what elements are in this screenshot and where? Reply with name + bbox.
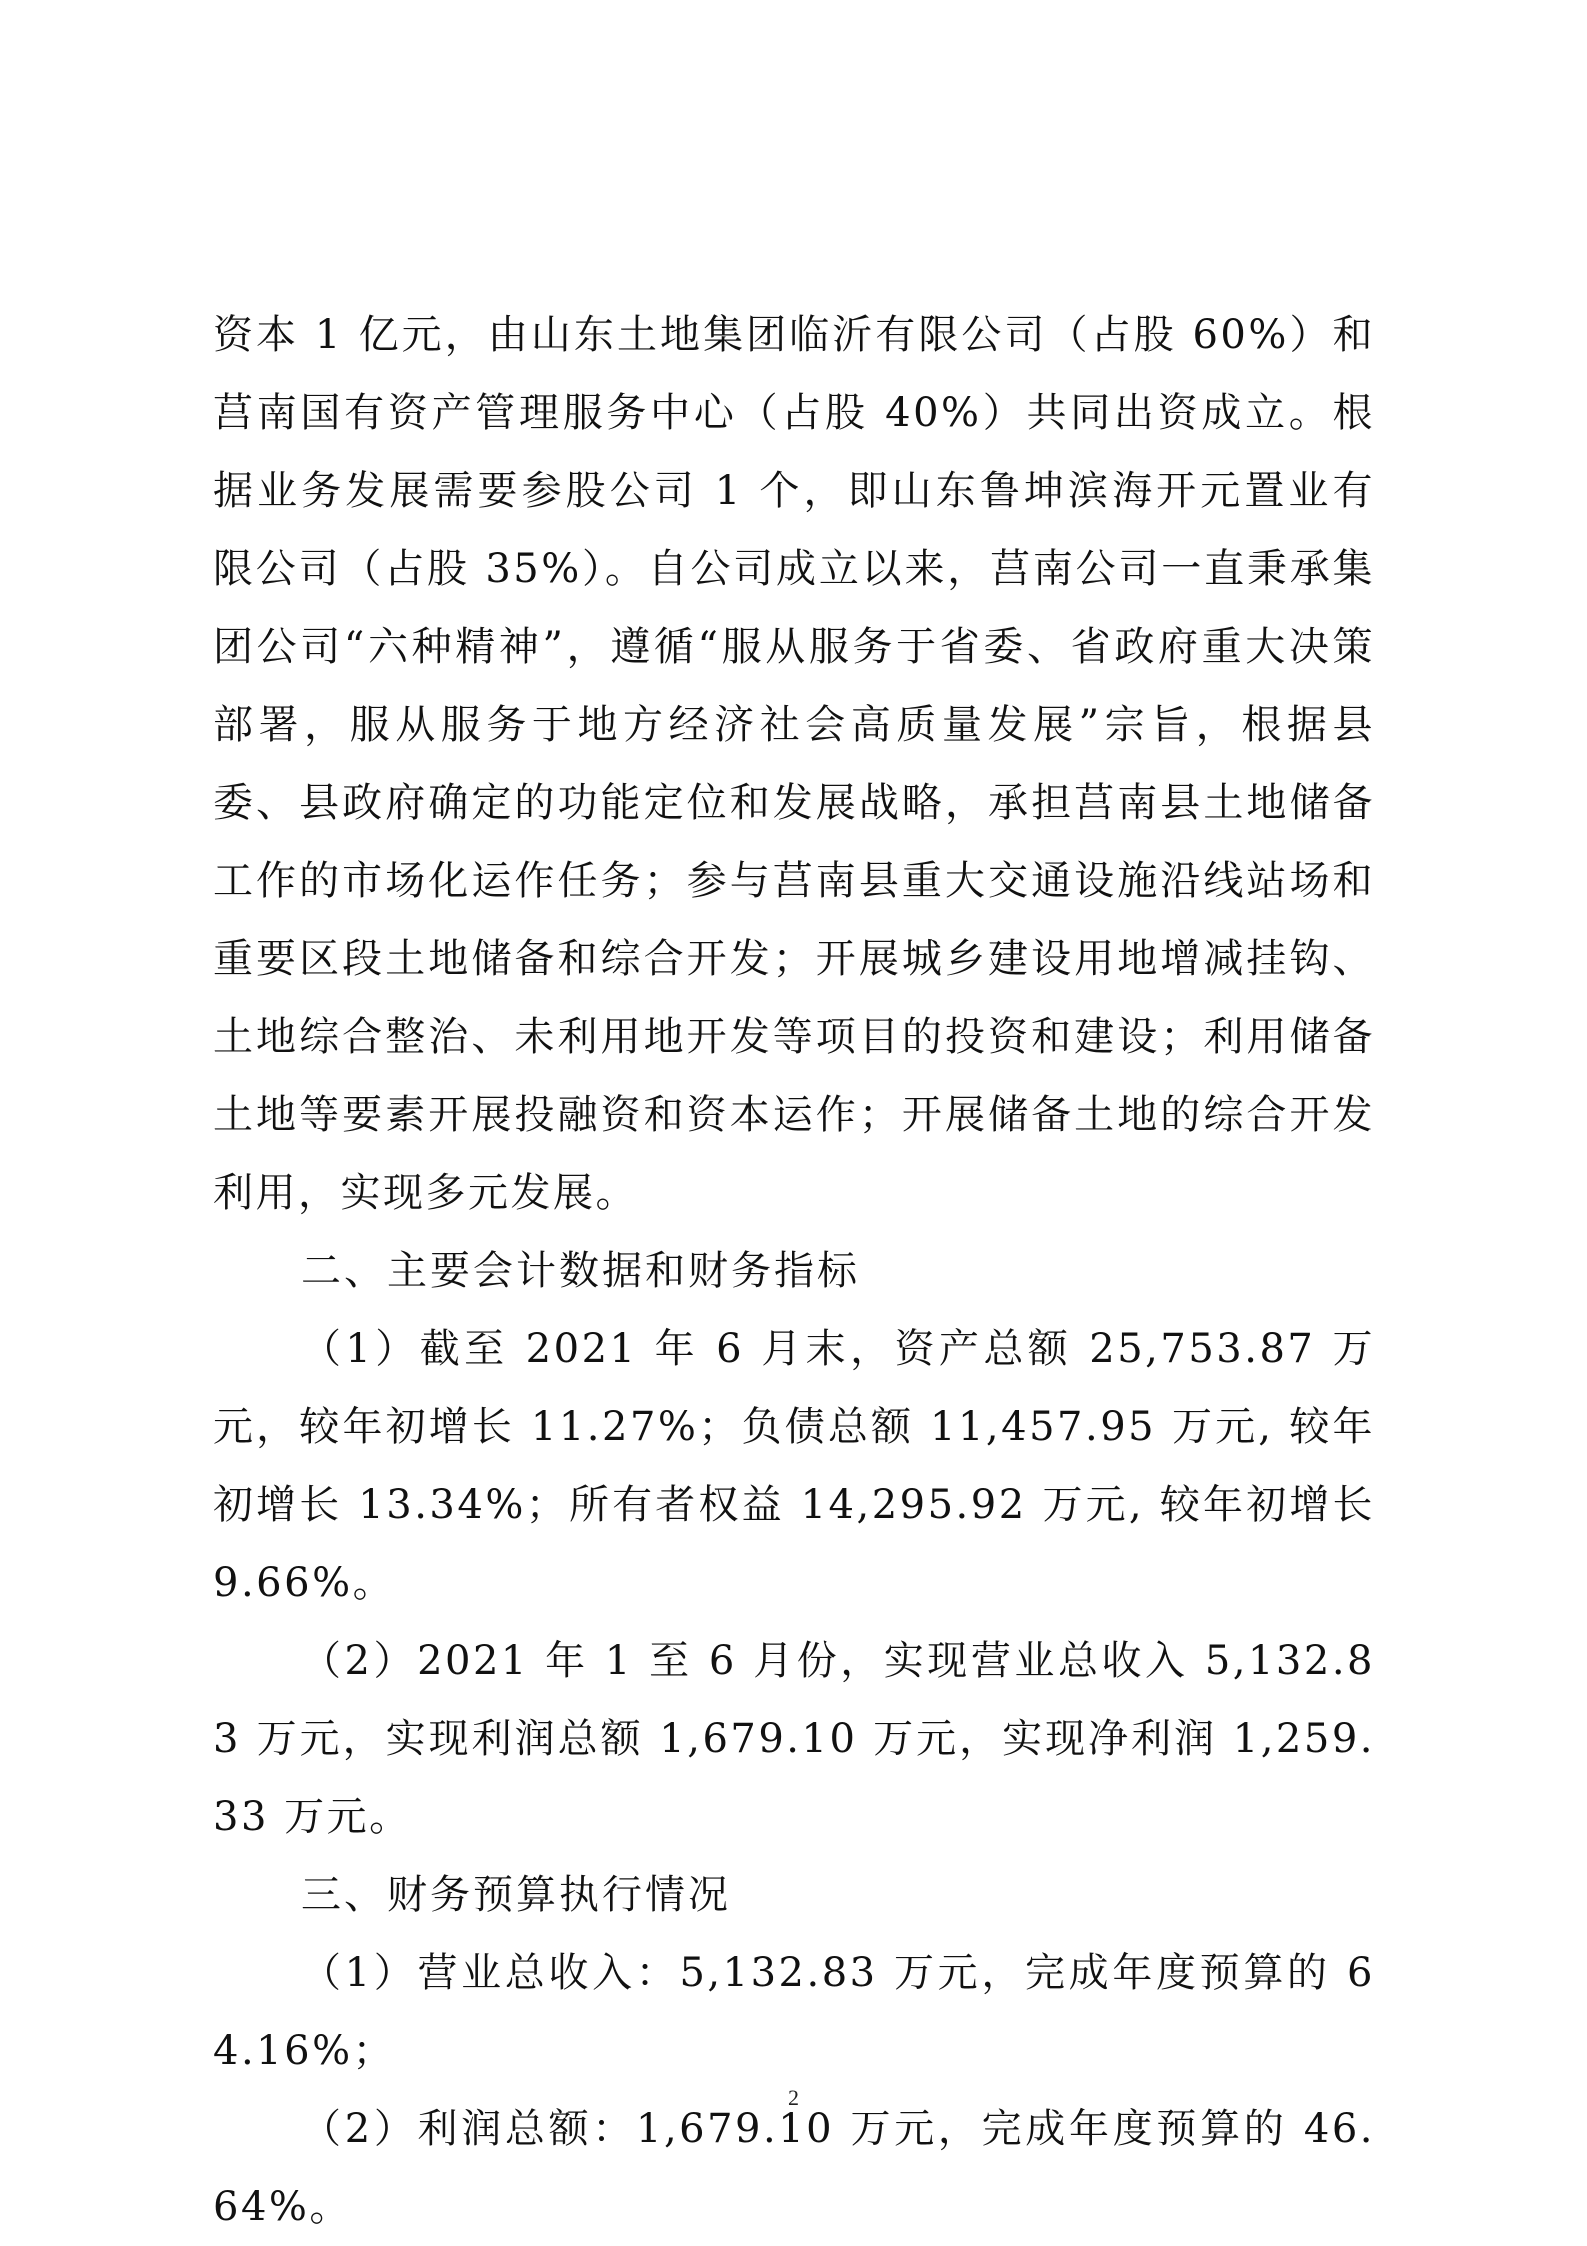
- section-2-heading: 二、主要会计数据和财务指标: [301, 1248, 860, 1294]
- company-profile-paragraph: 资本 1 亿元，由山东土地集团临沂有限公司（占股 60%）和莒南国有资产管理服务中心（占股 40%）共同出资成立。根据业务发展需要参股公司 1 个，即山东鲁坤滨海开元置业有限公司（占股 35%）。自公司成立以来，莒南公司一直秉承集团公司“六种精神”，遵循“服从服务于省委、省政府重大决策部署，服从服务于地方经济社会高质量发展”宗旨，根据县委、县政府确定的功能定位和发展战略，承担莒南县土地储备工作的市场化运作任务；参与莒南县重大交通设施沿线站场和重要区段土地储备和综合开发；开展城乡建设用地增减挂钩、土地综合整治、未利用地开发等项目的投资和建设；利用储备土地等要素开展投融资和资本运作；开展储备土地的综合开发利用，实现多元发展。: [213, 312, 1375, 1216]
- section-2-item-2: （2）2021 年 1 至 6 月份，实现营业总收入 5,132.83 万元，实现利润总额 1,679.10 万元，实现净利润 1,259.33 万元。: [213, 1638, 1375, 1840]
- section-2-item-1: （1）截至 2021 年 6 月末，资产总额 25,753.87 万元，较年初增长 11.27%；负债总额 11,457.95 万元, 较年初增长 13.34%；所有者权益 14,295.92 万元, 较年初增长 9.66%。: [213, 1326, 1375, 1606]
- document-body: [213, 296, 1375, 2246]
- section-3-heading: 三、财务预算执行情况: [301, 1872, 731, 1918]
- page-number: 2: [788, 2085, 799, 2110]
- section-3-item-1: （1）营业总收入：5,132.83 万元，完成年度预算的 64.16%；: [213, 1950, 1375, 2074]
- section-3-item-2: （2）利润总额：1,679.10 万元，完成年度预算的 46.64%。: [213, 2106, 1375, 2230]
